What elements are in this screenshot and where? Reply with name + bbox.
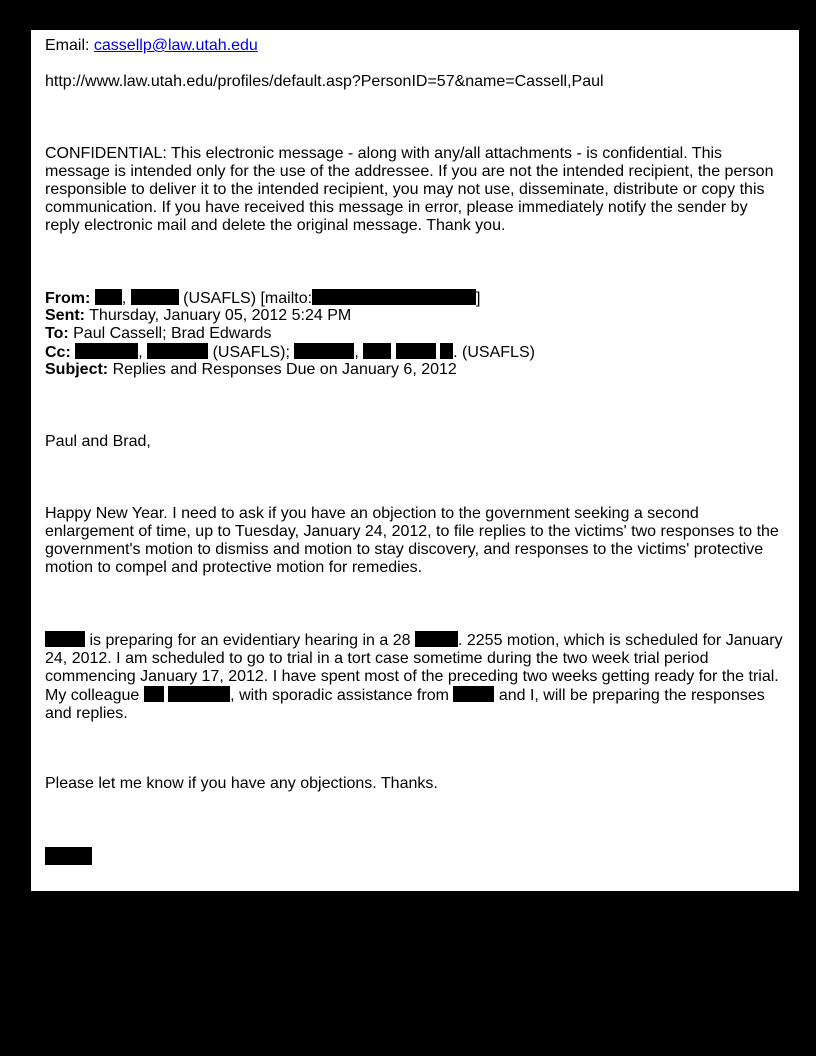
sent-value: Thursday, January 05, 2012 5:24 PM (85, 307, 352, 324)
redaction (144, 686, 164, 702)
redaction (312, 289, 476, 305)
redaction (453, 686, 494, 702)
p2-part-d: and I, will be preparing the responses and replies. (45, 687, 765, 722)
from-close: ] (476, 290, 481, 307)
from-label: From: (45, 290, 91, 307)
body-paragraph-1: Happy New Year. I need to ask if you have an objection to the government seeking a second enlargement of time, up to Tuesday, January 24, 2012, to file replies to the victims' two responses to the government's motion to dismiss and motion to stay discovery, and responses to the victims' protective motion to compel and protective motion for remedies. (45, 505, 779, 576)
redaction (95, 289, 122, 305)
greeting: Paul and Brad, (45, 433, 151, 450)
subject-label: Subject: (45, 361, 109, 378)
redaction (45, 847, 92, 865)
subject-line (45, 361, 457, 379)
redaction (363, 343, 391, 359)
body-paragraph-3: Please let me know if you have any objections. Thanks. (45, 775, 438, 792)
cc-org2: . (USAFLS) (453, 344, 535, 361)
p2-part-a: is preparing for an evidentiary hearing in a 28 (85, 632, 415, 649)
redaction (396, 343, 436, 359)
sent-line (45, 307, 351, 325)
cc-label: Cc: (45, 344, 71, 361)
redaction (294, 343, 354, 359)
cc-org1: (USAFLS); (208, 344, 295, 361)
from-org: (USAFLS) [mailto: (178, 290, 313, 307)
comma: , (121, 290, 131, 307)
redaction (147, 343, 208, 359)
document-page (31, 30, 799, 891)
profile-url: http://www.law.utah.edu/profiles/default.asp?PersonID=57&name=Cassell,Paul (45, 73, 604, 90)
email-link[interactable]: cassellp@law.utah.edu (93, 37, 258, 54)
signature (45, 847, 92, 868)
redaction (440, 343, 453, 359)
p2-part-c: , with sporadic assistance from (230, 687, 454, 704)
comma: , (354, 344, 364, 361)
p2-part-b: . 2255 motion, which is scheduled for January 24, 2012. I am scheduled to go to trial in a tort case sometime during the two week trial period commencing January 17, 2012. I have spent most of the preceding two weeks getting ready for the trial. My colleague (45, 632, 783, 704)
confidential-notice: CONFIDENTIAL: This electronic message - along with any/all attachments - is confidential. This message is intended only for the use of the addressee. If you are not the intended recipient, the person responsible to deliver it to the intended recipient, you may not use, disseminate, distribute or copy this communication. If you have received this message in error, please immediately notify the sender by reply electronic mail and delete the original message. Thank you. (45, 145, 774, 234)
to-line (45, 325, 271, 343)
to-label: To: (45, 325, 69, 342)
redaction (45, 631, 85, 647)
redaction (131, 289, 179, 305)
email-label: Email: (45, 37, 94, 54)
sent-label: Sent: (45, 307, 85, 324)
redaction (415, 631, 458, 647)
to-value: Paul Cassell; Brad Edwards (68, 325, 272, 342)
subject-value: Replies and Responses Due on January 6, 2012 (108, 361, 457, 378)
body-paragraph-2 (45, 631, 785, 723)
redaction (75, 343, 138, 359)
email-line (45, 37, 258, 55)
comma: , (138, 344, 148, 361)
redaction (168, 686, 230, 702)
from-line (45, 289, 480, 308)
cc-line (45, 343, 535, 362)
